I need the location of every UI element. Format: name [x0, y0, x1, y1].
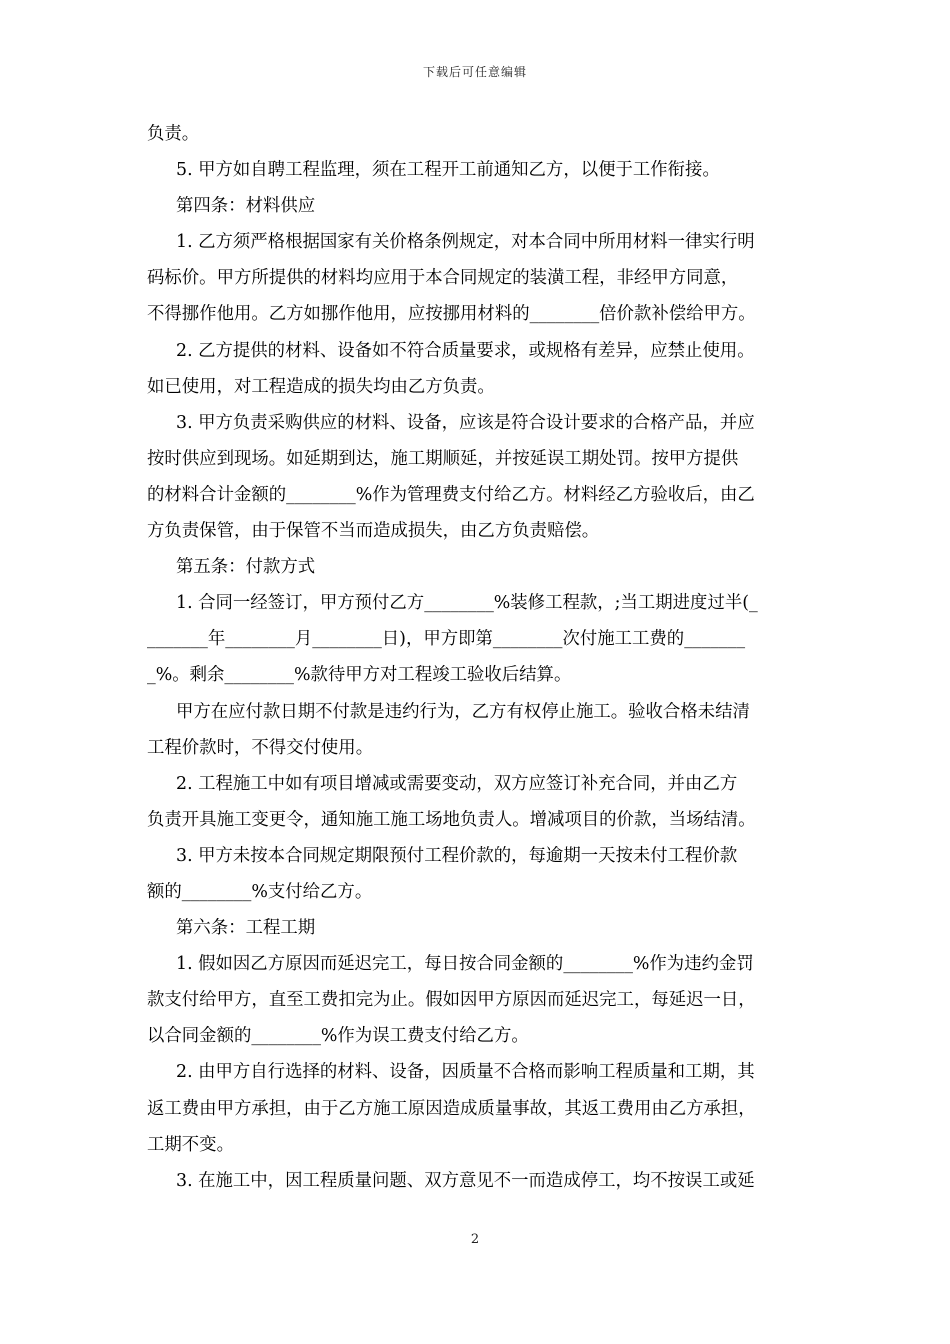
text-line: 2. 乙方提供的材料、设备如不符合质量要求，或规格有差异，应禁止使用。	[176, 340, 755, 361]
text-line: 1. 假如因乙方原因而延迟完工，每日按合同金额的________%作为违约金罚	[176, 954, 754, 975]
text-line: 不得挪作他用。乙方如挪作他用，应按挪用材料的________倍价款补偿给甲方。	[147, 304, 756, 325]
text-line: 5. 甲方如自聘工程监理，须在工程开工前通知乙方，以便于工作衔接。	[176, 160, 720, 181]
text-line: 3. 甲方负责采购供应的材料、设备，应该是符合设计要求的合格产品，并应	[176, 412, 755, 433]
text-line: 的材料合计金额的________%作为管理费支付给乙方。材料经乙方验收后，由乙	[147, 484, 755, 505]
text-line: 第四条：材料供应	[176, 196, 316, 217]
text-line: 1. 合同一经签订，甲方预付乙方________%装修工程款，;当工期进度过半(_	[176, 593, 758, 614]
text-line: 工期不变。	[147, 1134, 234, 1155]
text-line: 负责开具施工变更令，通知施工施工场地负责人。增减项目的价款，当场结清。	[147, 809, 756, 830]
text-line: 甲方在应付款日期不付款是违约行为，乙方有权停止施工。验收合格未结清	[176, 701, 750, 722]
text-line: 按时供应到现场。如延期到达，施工期顺延，并按延误工期处罚。按甲方提供	[147, 448, 739, 469]
text-line: 款支付给甲方，直至工费扣完为止。假如因甲方原因而延迟完工，每延迟一日，	[147, 990, 756, 1011]
text-line: 方负责保管，由于保管不当而造成损失，由乙方负责赔偿。	[147, 521, 600, 542]
text-line: 返工费由甲方承担，由于乙方施工原因造成质量事故，其返工费用由乙方承担，	[147, 1098, 756, 1119]
text-line: 负责。	[147, 124, 200, 144]
text-line: 以合同金额的________%作为误工费支付给乙方。	[147, 1026, 529, 1047]
text-line: 第五条：付款方式	[176, 557, 316, 578]
text-line: 3. 甲方未按本合同规定期限预付工程价款的，每逾期一天按未付工程价款	[176, 845, 738, 866]
text-line: 第六条：工程工期	[176, 918, 316, 939]
text-line: 如已使用，对工程造成的损失均由乙方负责。	[147, 376, 495, 397]
text-line: 工程价款时，不得交付使用。	[147, 737, 374, 758]
document-body	[147, 124, 811, 1207]
text-line: 2. 由甲方自行选择的材料、设备，因质量不合格而影响工程质量和工期，其	[176, 1062, 755, 1083]
text-line: _%。剩余________%款待甲方对工程竣工验收后结算。	[147, 665, 572, 686]
page-number: 2	[470, 1232, 480, 1247]
text-line: 码标价。甲方所提供的材料均应用于本合同规定的装潢工程，非经甲方同意，	[147, 268, 739, 289]
text-line: 1. 乙方须严格根据国家有关价格条例规定，对本合同中所用材料一律实行明	[176, 232, 755, 253]
text-line: _______年________月________日)，甲方即第________次付施工工费的_______	[147, 629, 746, 650]
text-line: 3. 在施工中，因工程质量问题、双方意见不一而造成停工，均不按误工或延	[176, 1170, 755, 1191]
page-header-note: 下载后可任意编辑	[422, 65, 527, 79]
text-line: 额的________%支付给乙方。	[147, 881, 373, 902]
text-line: 2. 工程施工中如有项目增减或需要变动，双方应签订补充合同，并由乙方	[176, 773, 738, 794]
